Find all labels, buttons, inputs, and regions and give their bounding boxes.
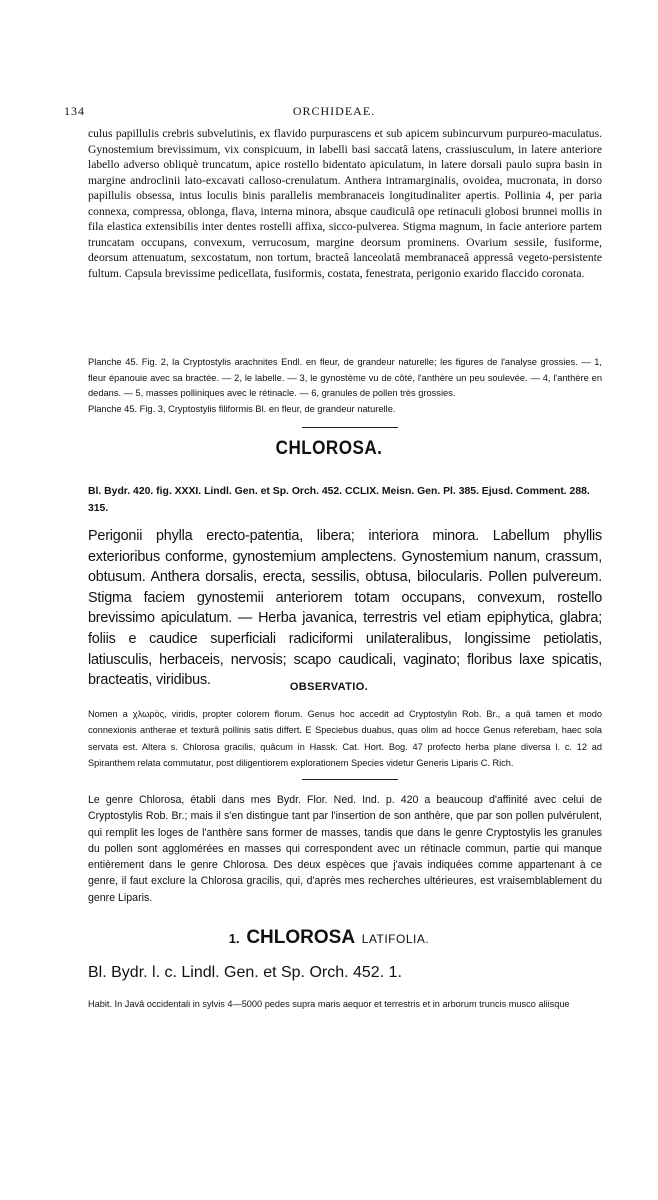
description-paragraph: culus papillulis crebris subvelutinis, ex flavido purpurascens et sub apicem subincurvum purpureo-maculatus. Gynostemium brevissimum, vix conspicuum, in labelli basi saccatâ latens, crassiusculum, in latere anteriore labello adverso obliquè truncatum, apice rostello bidentato apiculatum, in latere dorsali paulo supra basin in margine androclinii lato-excavati calloso-crenulatum. Anthera intramarginalis, ovoidea, mucronata, in dorso papillulis obsessa, intus loculis binis parallelis membranaceis longitudinaliter apertis. Pollinia 4, per paria connexa, compressa, oblonga, flava, interna minora, absque caudiculâ ope retinaculi globosi brunnei mollis in fila elastica extensibilis inter dentes rostelli affixa, sicco-pulverea. Stigma magnum, in facie anteriore partem truncatam occupans, convexum, verrucosum, margine deorsum prominens. Ovarium sessile, fusiforme, deorsum attenuatum, sexcostatum, non tortum, bracteâ lanceolatâ membranaceâ appressâ vegeto-persistente fultum. Capsula brevissime pedicellata, fusiformis, costata, fenestrata, perigonio exarido flaccido coronata. [88, 127, 602, 280]
species-number: 1. [228, 931, 240, 946]
section-divider [302, 427, 398, 428]
species-heading [0, 922, 658, 950]
section-divider [302, 779, 398, 780]
plate-captions [88, 355, 602, 418]
genus-title: CHLOROSA. [275, 438, 383, 459]
page-header [64, 104, 604, 124]
species-name: CHLOROSA [246, 927, 356, 948]
genus-references: Bl. Bydr. 420. fig. XXXI. Lindl. Gen. et Sp. Orch. 452. CCLIX. Meisn. Gen. Pl. 385. Ejusd. Comment. 288. 315. [88, 486, 590, 514]
french-note: Le genre Chlorosa, établi dans mes Bydr. Flor. Ned. Ind. p. 420 a beaucoup d'affinité avec celui de Cryptostylis Rob. Br.; mais il s'en distingue tant par l'insertion de son anthère, que par son pollen pulvérulent, qui remplit les loges de l'anthère sans former de masses, tandis que dans le genre Cryptostylis les granules du pollen sont agglomérées en masses qui correspondent avec un rétinacle commun, partie qui manque entièrement dans le genre Chlorosa. Des deux espèces que j'avais indiquées comme appartenant à ce genre, il faut exclure la Chlorosa gracilis, qui, d'après mes recherches ultérieures, est vraisemblablement du genre Liparis. [88, 794, 602, 904]
plate-caption-1: Planche 45. Fig. 2, la Cryptostylis arachnites Endl. en fleur, de grandeur naturelle; les figures de l'analyse grossies. — 1, fleur épanouie avec sa bractée. — 2, le labelle. — 3, le gynostème vu de côté, l'anthère un peu soulevée. — 4, l'anthère en dedans. — 5, masses polliniques avec le rétinacle. — 6, granules de pollen très grossies. [88, 357, 602, 399]
running-title: ORCHIDEAE. [292, 104, 376, 118]
species-epithet: LATIFOLIA. [361, 932, 430, 946]
genus-description: Perigonii phylla erecto-patentia, libera; interiora minora. Labellum phyllis exterioribus conforme, gynostemium amplectens. Gynostemium nanum, crassum, obtusum. Anthera dorsalis, erecta, sessilis, obtusa, bilocularis. Pollen pulvereum. Stigma faciem gynostemii anteriorem totam occupans, convexum, rostello brevissimo apiculatum. — Herba javanica, terrestris vel etiam epiphytica, glabra; foliis e caudice superficiali radiciformi unilateralibus, longissime petiolatis, latiusculis, herbaceis, nervosis; scapo caudicali, vaginato; floribus laxe spicatis, bracteatis, viridibus. [88, 528, 602, 689]
page-number: 134 [64, 104, 85, 118]
plate-caption-2: Planche 45. Fig. 3, Cryptostylis filiformis Bl. en fleur, de grandeur naturelle. [88, 404, 396, 415]
observatio-title: OBSERVATIO. [289, 681, 369, 693]
species-reference: Bl. Bydr. l. c. Lindl. Gen. et Sp. Orch. 452. 1. [88, 964, 402, 981]
habitat-text: Habit. In Javâ occidentali in sylvis 4—5000 pedes supra maris aequor et terrestris et in arborum truncis musco aliisque [88, 999, 570, 1009]
observatio-text: Nomen a χλωρὸς, viridis, propter colorem florum. Genus hoc accedit ad Cryptostylin Rob. Br., a quâ tamen et modo connexionis antherae et texturâ pollinis satis differt. E Speciebus duabus, quas olim ad hocce Genus referebam, haec sola servata est. Altera s. Chlorosa gracilis, quâcum in Hassk. Cat. Hort. Bog. 47 profecto herba plane diversa l. c. 12 ad Spiranthem relata commutatur, post diligentiorem explorationem Species videtur Generis Liparis C. Rich. [88, 709, 602, 769]
